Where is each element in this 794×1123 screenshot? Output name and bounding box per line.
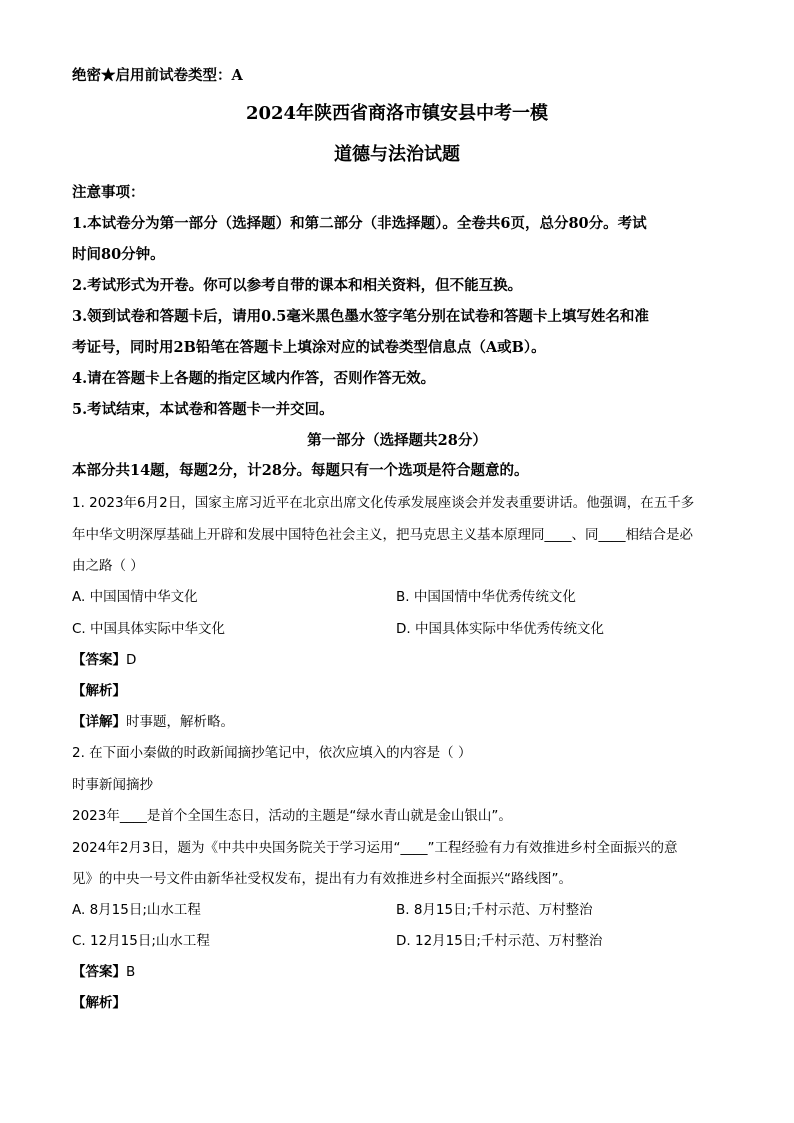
notes-item: 1.本试卷分为第一部分（选择题）和第二部分（非选择题）。全卷共6页，总分80分。考试 (72, 215, 647, 232)
q1-option-d: D. 中国具体实际中华优秀传统文化 (396, 621, 604, 637)
q2-option-b: B. 8月15日;千村示范、万村整治 (396, 902, 593, 918)
answer-value: B (126, 964, 136, 980)
notes-item: 3.领到试卷和答题卡后，请用0.5毫米黑色墨水签字笔分别在试卷和答题卡上填写姓名和准 (72, 308, 649, 325)
q2-note-line: 2023年____是首个全国生态日，活动的主题是“绿水青山就是金山银山”。 (72, 808, 512, 824)
q1-option-c: C. 中国具体实际中华文化 (72, 621, 226, 637)
notes-item: 考证号，同时用2B铅笔在答题卡上填涂对应的试卷类型信息点（A或B）。 (72, 339, 546, 356)
q1-stem-line: 1. 2023年6月2日，国家主席习近平在北京出席文化传承发展座谈会并发表重要讲话。他强调，在五千多 (72, 495, 695, 511)
answer-tag: 【答案】 (72, 652, 126, 668)
q1-analysis-tag: 【解析】 (72, 683, 126, 699)
page-subtitle: 道德与法治试题 (334, 144, 460, 165)
notes-item: 5.考试结束，本试卷和答题卡一并交回。 (72, 401, 334, 418)
part1-instruction: 本部分共14题，每题2分，计28分。每题只有一个选项是符合题意的。 (72, 462, 529, 479)
secret-line: 绝密★启用前试卷类型：A (72, 67, 243, 84)
part1-heading: 第一部分（选择题共28分） (307, 432, 487, 449)
notes-item: 2.考试形式为开卷。你可以参考自带的课本和相关资料，但不能互换。 (72, 277, 523, 294)
q1-stem-line: 由之路（ ） (72, 558, 144, 574)
answer-tag: 【答案】 (72, 964, 126, 980)
q2-option-a: A. 8月15日;山水工程 (72, 902, 201, 918)
q1-stem-line: 年中华文明深厚基础上开辟和发展中国特色社会主义，把马克思主义基本原理同____、同____相结合是必 (72, 527, 693, 543)
q1-option-b: B. 中国国情中华优秀传统文化 (396, 589, 576, 605)
q2-analysis-tag: 【解析】 (72, 995, 126, 1011)
q1-detail (72, 712, 234, 732)
q1-answer (72, 650, 136, 670)
notes-heading: 注意事项： (72, 184, 145, 201)
answer-value: D (126, 652, 137, 668)
notes-item: 时间80分钟。 (72, 246, 165, 263)
q2-option-d: D. 12月15日;千村示范、万村整治 (396, 933, 603, 949)
q2-note-line: 见》的中央一号文件由新华社受权发布，提出有力有效推进乡村全面振兴“路线图”。 (72, 871, 572, 887)
q2-note-title: 时事新闻摘抄 (72, 777, 153, 793)
detail-tag: 【详解】 (72, 714, 126, 730)
q2-stem: 2. 在下面小秦做的时政新闻摘抄笔记中，依次应填入的内容是（ ） (72, 745, 472, 761)
q2-option-c: C. 12月15日;山水工程 (72, 933, 210, 949)
q2-note-line: 2024年2月3日，题为《中共中央国务院关于学习运用“____”工程经验有力有效推进乡村全面振兴的意 (72, 840, 678, 856)
detail-text: 时事题，解析略。 (126, 714, 234, 730)
page-title: 2024年陕西省商洛市镇安县中考一模 (245, 103, 549, 124)
q2-answer (72, 962, 135, 982)
q1-option-a: A. 中国国情中华文化 (72, 589, 198, 605)
notes-item: 4.请在答题卡上各题的指定区域内作答，否则作答无效。 (72, 370, 436, 387)
